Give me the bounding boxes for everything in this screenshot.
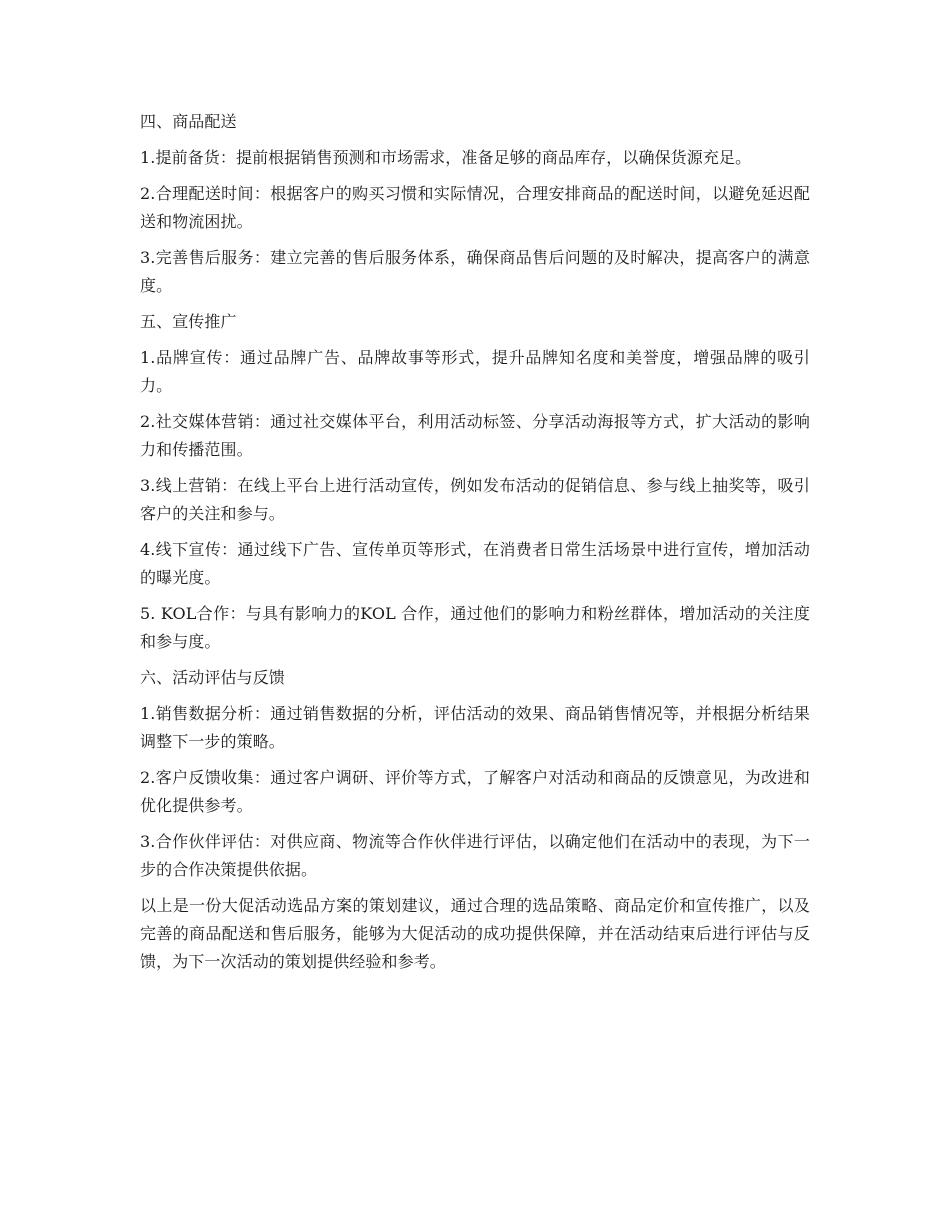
document-page: [140, 108, 810, 984]
paragraph-promotion-5: 5. KOL合作：与具有影响力的KOL 合作，通过他们的影响力和粉丝群体，增加活动的关注度和参与度。: [140, 604, 810, 651]
paragraph-delivery-2: 2.合理配送时间：根据客户的购买习惯和实际情况，合理安排商品的配送时间，以避免延迟配送和物流困扰。: [140, 184, 810, 231]
paragraph-delivery-3: 3.完善售后服务：建立完善的售后服务体系，确保商品售后问题的及时解决，提高客户的满意度。: [140, 248, 810, 295]
conclusion-paragraph: 以上是一份大促活动选品方案的策划建议，通过合理的选品策略、商品定价和宣传推广，以及完善的商品配送和售后服务，能够为大促活动的成功提供保障，并在活动结束后进行评估与反馈，为下一次活动的策划提供经验和参考。: [140, 896, 810, 971]
paragraph-promotion-1: 1.品牌宣传：通过品牌广告、品牌故事等形式，提升品牌知名度和美誉度，增强品牌的吸引力。: [140, 348, 810, 395]
section-heading-evaluation: 六、活动评估与反馈: [140, 668, 285, 687]
paragraph-delivery-1: 1.提前备货：提前根据销售预测和市场需求，准备足够的商品库存，以确保货源充足。: [140, 148, 752, 167]
paragraph-evaluation-2: 2.客户反馈收集：通过客户调研、评价等方式，了解客户对活动和商品的反馈意见，为改进和优化提供参考。: [140, 768, 810, 815]
section-heading-promotion: 五、宣传推广: [140, 312, 237, 331]
paragraph-evaluation-1: 1.销售数据分析：通过销售数据的分析，评估活动的效果、商品销售情况等，并根据分析结果调整下一步的策略。: [140, 704, 810, 751]
paragraph-promotion-2: 2.社交媒体营销：通过社交媒体平台，利用活动标签、分享活动海报等方式，扩大活动的影响力和传播范围。: [140, 412, 810, 459]
paragraph-evaluation-3: 3.合作伙伴评估：对供应商、物流等合作伙伴进行评估，以确定他们在活动中的表现，为下一步的合作决策提供依据。: [140, 832, 810, 879]
paragraph-promotion-3: 3.线上营销：在线上平台上进行活动宣传，例如发布活动的促销信息、参与线上抽奖等，吸引客户的关注和参与。: [140, 476, 810, 523]
section-heading-delivery: 四、商品配送: [140, 112, 237, 131]
paragraph-promotion-4: 4.线下宣传：通过线下广告、宣传单页等形式，在消费者日常生活场景中进行宣传，增加活动的曝光度。: [140, 540, 810, 587]
